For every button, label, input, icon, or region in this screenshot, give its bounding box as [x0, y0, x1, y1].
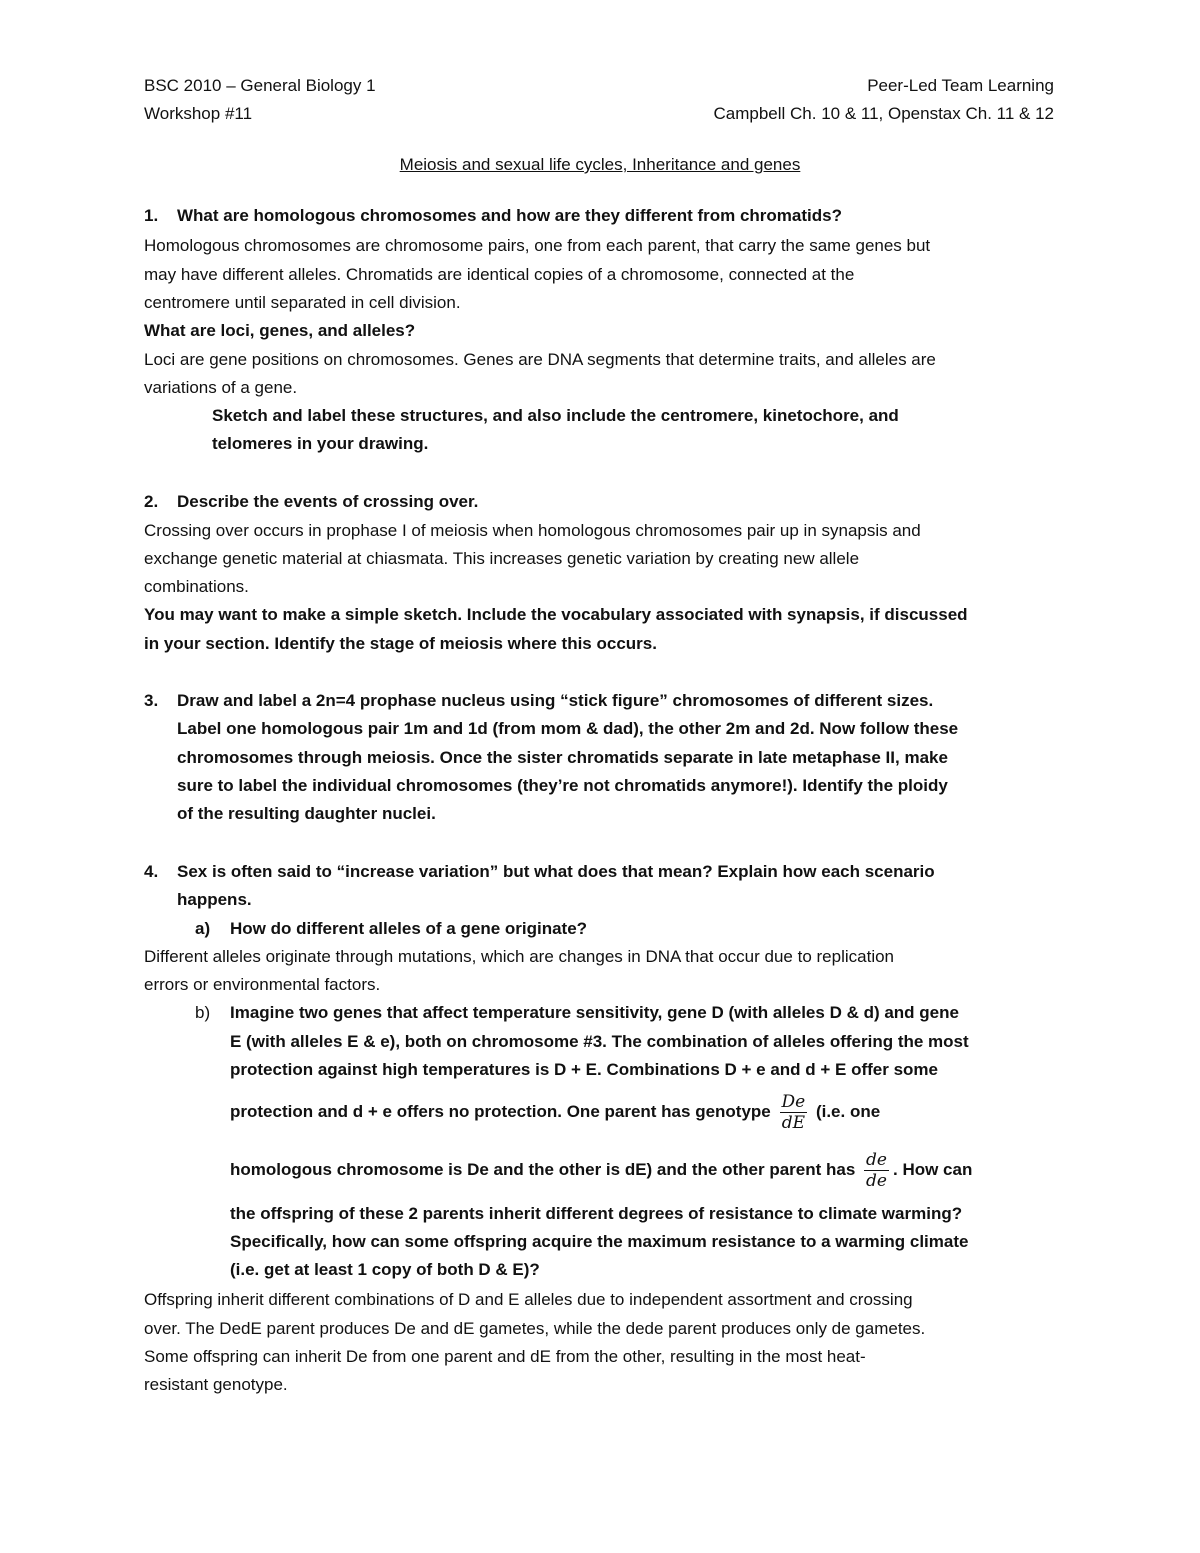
- q4a-answer-line: Different alleles originate through mutations, which are changes in DNA that occur due to replication: [144, 947, 895, 966]
- q4b-line: Specifically, how can some offspring acquire the maximum resistance to a warming climate: [230, 1232, 969, 1251]
- q1-answer-line: centromere until separated in cell division.: [144, 293, 461, 312]
- q1-instruction-line: telomeres in your drawing.: [212, 434, 429, 453]
- q1-answer-line: Homologous chromosomes are chromosome pairs, one from each parent, that carry the same genes but: [144, 236, 931, 255]
- q2-answer-line: exchange genetic material at chiasmata. This increases genetic variation by creating new allele: [144, 549, 860, 568]
- q4b-label: b): [195, 1003, 211, 1022]
- fraction-denominator: de: [866, 1171, 887, 1192]
- fraction-denominator: dE: [781, 1113, 805, 1134]
- q4b-genotype-line-2: [230, 1150, 972, 1191]
- q4a-question: How do different alleles of a gene originate?: [230, 919, 588, 938]
- document-title: Meiosis and sexual life cycles, Inheritance and genes: [399, 155, 801, 174]
- q4b-line: (i.e. get at least 1 copy of both D & E)?: [230, 1260, 540, 1279]
- q4b-line-text: . How can: [893, 1160, 973, 1179]
- q4b-line-text: homologous chromosome is De and the other is dE) and the other parent has: [230, 1160, 856, 1179]
- q4-number: 4.: [144, 862, 159, 881]
- q4-line: Sex is often said to “increase variation” but what does that mean? Explain how each scenario: [177, 862, 935, 881]
- q2-instruction-line: in your section. Identify the stage of meiosis where this occurs.: [144, 634, 657, 653]
- q4b-line-text: protection and d + e offers no protection. One parent has genotype: [230, 1102, 771, 1121]
- q4b-answer-line: over. The DedE parent produces De and dE gametes, while the dede parent produces only de gametes.: [144, 1319, 926, 1338]
- q2-question: Describe the events of crossing over.: [177, 492, 479, 511]
- q3-line: Label one homologous pair 1m and 1d (from mom & dad), the other 2m and 2d. Now follow these: [177, 719, 959, 738]
- q1-answer-line: may have different alleles. Chromatids are identical copies of a chromosome, connected at the: [144, 265, 855, 284]
- program-name: Peer-Led Team Learning: [867, 76, 1054, 95]
- q4b-answer-line: Some offspring can inherit De from one parent and dE from the other, resulting in the most heat-: [144, 1347, 866, 1366]
- q1-question: What are homologous chromosomes and how are they different from chromatids?: [177, 206, 842, 225]
- q1-sub-question: What are loci, genes, and alleles?: [144, 321, 416, 340]
- q4b-line: Imagine two genes that affect temperature sensitivity, gene D (with alleles D & d) and gene: [230, 1003, 959, 1022]
- q2-answer-line: combinations.: [144, 577, 249, 596]
- workshop-number: Workshop #11: [144, 104, 253, 123]
- q4b-line: protection against high temperatures is D + E. Combinations D + e and d + E offer some: [230, 1060, 938, 1079]
- course-title: BSC 2010 – General Biology 1: [144, 76, 376, 95]
- q4b-genotype-line-1: [230, 1092, 880, 1133]
- fraction-numerator: De: [781, 1092, 806, 1113]
- q1-number: 1.: [144, 206, 159, 225]
- q4b-answer-line: Offspring inherit different combinations of D and E alleles due to independent assortment and crossing: [144, 1290, 913, 1309]
- q4b-line: the offspring of these 2 parents inherit different degrees of resistance to climate warming?: [230, 1204, 963, 1223]
- q2-instruction-line: You may want to make a simple sketch. Include the vocabulary associated with synapsis, if discussed: [144, 605, 968, 624]
- q4a-label: a): [195, 919, 211, 938]
- fraction-numerator: de: [866, 1150, 887, 1171]
- q3-line: Draw and label a 2n=4 prophase nucleus using “stick figure” chromosomes of different sizes.: [177, 691, 934, 710]
- q4b-line: E (with alleles E & e), both on chromosome #3. The combination of alleles offering the most: [230, 1032, 969, 1051]
- q3-line: sure to label the individual chromosomes (they’re not chromatids anymore!). Identify the ploidy: [177, 776, 948, 795]
- q4b-line-text: (i.e. one: [815, 1102, 881, 1121]
- q4a-answer-line: errors or environmental factors.: [144, 975, 381, 994]
- chapter-references: Campbell Ch. 10 & 11, Openstax Ch. 11 & 12: [713, 104, 1054, 123]
- q4b-answer-line: resistant genotype.: [144, 1375, 288, 1394]
- q3-line: chromosomes through meiosis. Once the sister chromatids separate in late metaphase II, make: [177, 748, 948, 767]
- q4-line: happens.: [177, 890, 252, 909]
- q1-sub-answer-line: Loci are gene positions on chromosomes. Genes are DNA segments that determine traits, and alleles are: [144, 350, 936, 369]
- q2-answer-line: Crossing over occurs in prophase I of meiosis when homologous chromosomes pair up in synapsis and: [144, 521, 921, 540]
- genotype-fraction-2: [864, 1150, 889, 1191]
- q1-instruction-line: Sketch and label these structures, and also include the centromere, kinetochore, and: [212, 406, 899, 425]
- genotype-fraction-1: [780, 1092, 808, 1133]
- q2-number: 2.: [144, 492, 159, 511]
- q1-sub-answer-line: variations of a gene.: [144, 378, 298, 397]
- q3-number: 3.: [144, 691, 159, 710]
- q3-line: of the resulting daughter nuclei.: [177, 804, 436, 823]
